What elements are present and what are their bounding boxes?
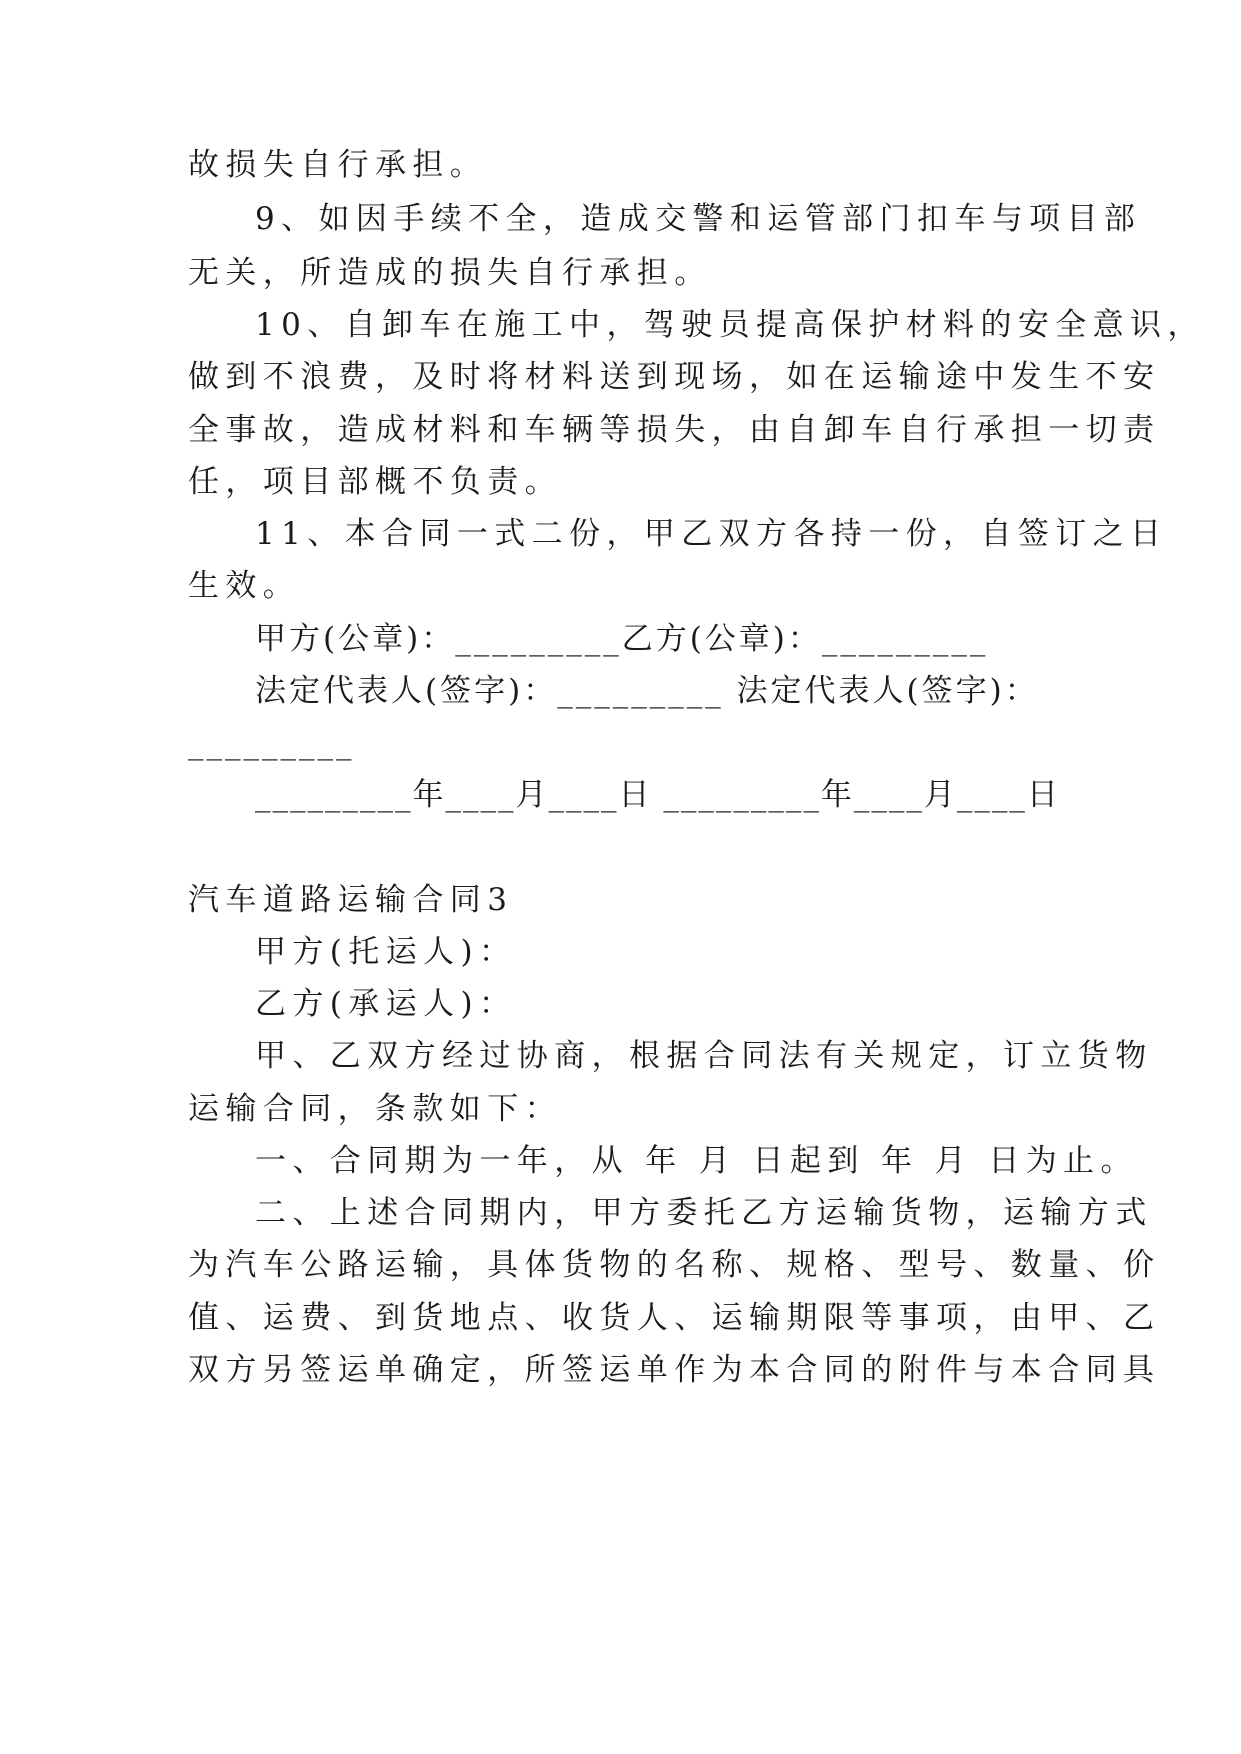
paragraph-line: 生效。	[188, 568, 301, 604]
paragraph-line: 做到不浪费，及时将材料送到现场，如在运输途中发生不安	[188, 359, 1161, 395]
section-title: 汽车道路运输合同3	[188, 882, 514, 918]
signature-line: 甲方(公章)：_________乙方(公章)：_________	[255, 621, 989, 657]
signature-line: 法定代表人(签字)：_________ 法定代表人(签字)：	[255, 673, 1039, 709]
paragraph-line: 故损失自行承担。	[188, 147, 488, 183]
paragraph-line: 任，项目部概不负责。	[188, 464, 562, 500]
paragraph-line: 9、如因手续不全，造成交警和运管部门扣车与项目部	[255, 201, 1142, 237]
party-line: 甲方(托运人)：	[255, 934, 517, 970]
paragraph-line: 10、自卸车在施工中，驾驶员提高保护材料的安全意识，	[255, 307, 1205, 343]
paragraph-line: 全事故，造成材料和车辆等损失，由自卸车自行承担一切责	[188, 412, 1161, 448]
signature-blank: _________	[188, 725, 355, 761]
paragraph-line: 双方另签运单确定，所签运单作为本合同的附件与本合同具	[188, 1352, 1161, 1388]
paragraph-line: 运输合同，条款如下：	[188, 1091, 562, 1127]
paragraph-line: 一、合同期为一年，从 年 月 日起到 年 月 日为止。	[255, 1143, 1138, 1179]
party-line: 乙方(承运人)：	[255, 986, 517, 1022]
paragraph-line: 为汽车公路运输，具体货物的名称、规格、型号、数量、价	[188, 1247, 1161, 1283]
paragraph-line: 无关，所造成的损失自行承担。	[188, 255, 712, 291]
paragraph-line: 值、运费、到货地点、收货人、运输期限等事项，由甲、乙	[188, 1300, 1161, 1336]
paragraph-line: 甲、乙双方经过协商，根据合同法有关规定，订立货物	[255, 1038, 1153, 1074]
date-line: _________年____月____日 _________年____月____日	[255, 777, 1060, 813]
paragraph-line: 二、上述合同期内，甲方委托乙方运输货物，运输方式	[255, 1195, 1153, 1231]
paragraph-line: 11、本合同一式二份，甲乙双方各持一份，自签订之日	[255, 516, 1168, 552]
